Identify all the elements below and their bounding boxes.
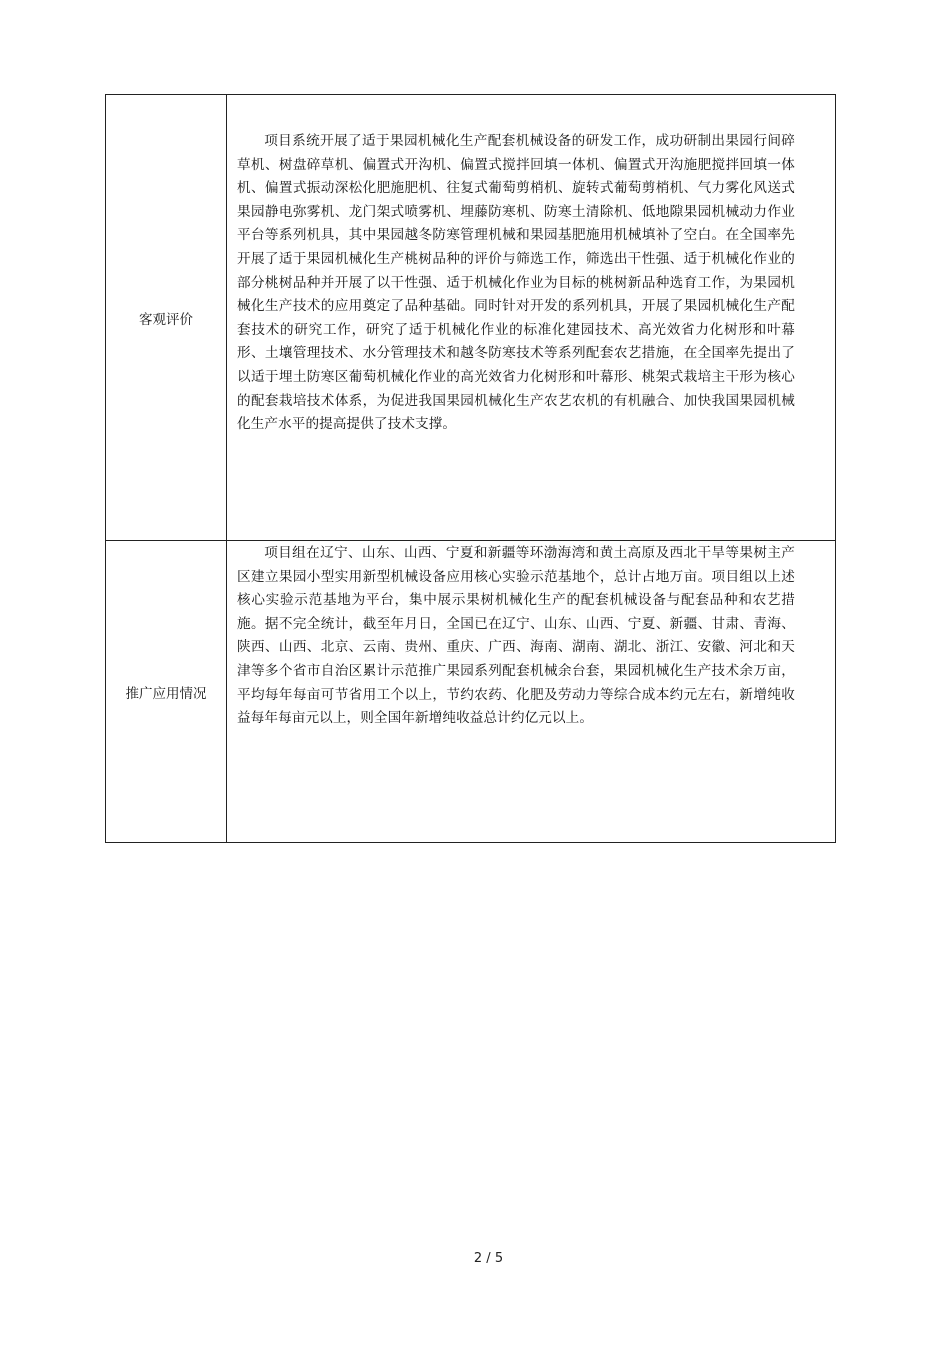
row-label-promotion-application: 推广应用情况	[106, 541, 227, 843]
page-number: 2 / 5	[473, 1251, 504, 1266]
objective-evaluation-text: 项目系统开展了适于果园机械化生产配套机械设备的研发工作，成功研制出果园行间碎草机、树盘碎草机、偏置式开沟机、偏置式搅拌回填一体机、偏置式开沟施肥搅拌回填一体机、偏置式振动深松化肥施肥机、往复式葡萄剪梢机、旋转式葡萄剪梢机、气力雾化风送式果园静电弥雾机、龙门架式喷雾机、埋藤防寒机、防寒土清除机、低地隙果园机械动力作业平台等系列机具，其中果园越冬防寒管理机械和果园基肥施用机械填补了空白。在全国率先开展了适于果园机械化生产桃树品种的评价与筛选工作，筛选出干性强、适于机械化作业的部分桃树品种并开展了以干性强、适于机械化作业为目标的桃树新品种选育工作，为果园机械化生产技术的应用奠定了品种基础。同时针对开发的系列机具，开展了果园机械化生产配套技术的研究工作，研究了适于机械化作业的标准化建园技术、高光效省力化树形和叶幕形、土壤管理技术、水分管理技术和越冬防寒技术等系列配套农艺措施，在全国率先提出了以适于埋土防寒区葡萄机械化作业的高光效省力化树形和叶幕形、桃架式栽培主干形为核心的配套栽培技术体系，为促进我国果园机械化生产农艺农机的有机融合、加快我国果园机械化生产水平的提高提供了技术支撑。	[237, 133, 795, 433]
promotion-application-text: 项目组在辽宁、山东、山西、宁夏和新疆等环渤海湾和黄土高原及西北干旱等果树主产区建立果园小型实用新型机械设备应用核心实验示范基地个，总计占地万亩。项目组以上述核心实验示范基地为平台，集中展示果树机械化生产的配套机械设备与配套品种和农艺措施。据不完全统计，截至年月日，全国已在辽宁、山东、山西、宁夏、新疆、甘肃、青海、陕西、山西、北京、云南、贵州、重庆、广西、海南、湖南、湖北、浙江、安徽、河北和天津等多个省市自治区累计示范推广果园系列配套机械余台套，果园机械化生产技术余万亩，平均每年每亩可节省用工个以上，节约农药、化肥及劳动力等综合成本约元左右，新增纯收益每年每亩元以上，则全国年新增纯收益总计约亿元以上。	[237, 545, 795, 727]
row-content-promotion-application	[227, 541, 836, 843]
table-row-promotion-application	[106, 541, 836, 843]
project-info-table	[105, 94, 836, 843]
table-row-objective-evaluation	[106, 95, 836, 541]
row-content-objective-evaluation	[227, 95, 836, 541]
row-label-objective-evaluation: 客观评价	[106, 95, 227, 541]
